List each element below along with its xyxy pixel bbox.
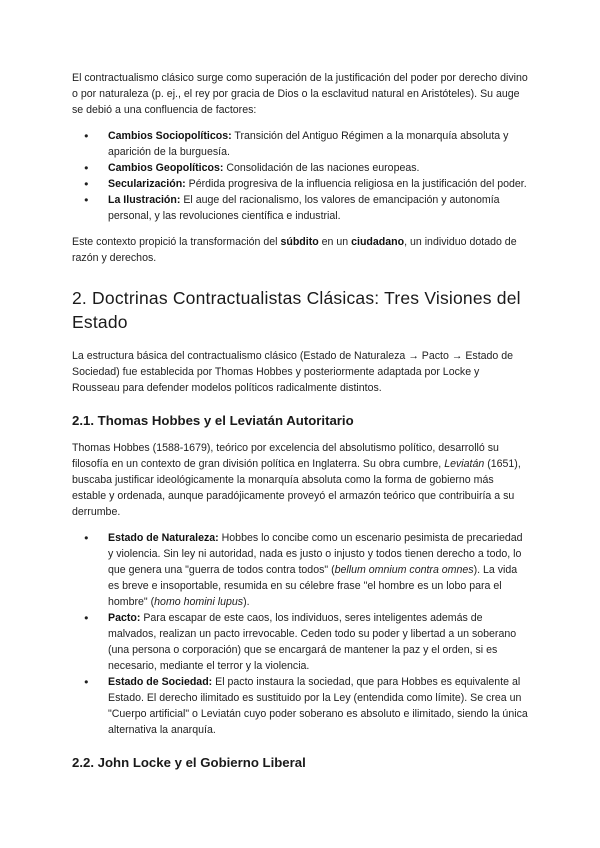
document-page — [72, 70, 528, 782]
list-item — [108, 192, 528, 224]
list-item — [108, 674, 528, 738]
work-title: Leviatán — [444, 458, 485, 470]
term-ciudadano: ciudadano — [351, 236, 405, 248]
item-term: Estado de Naturaleza: — [108, 532, 219, 544]
section-paragraph: La estructura básica del contractualismo clásico (Estado de Naturaleza → Pacto → Estado de Sociedad) fue establecida por Thomas Hobbes y posteriormente adaptada por Locke y Rousseau para defender modelos políticos radicalmente distintos. — [72, 350, 514, 394]
factor-term: Cambios Sociopolíticos: — [108, 130, 232, 142]
latin-phrase: homo homini lupus — [154, 596, 244, 608]
section-heading: 2. Doctrinas Contractualistas Clásicas: Tres Visiones del Estado — [72, 288, 521, 332]
item-text: Hobbes lo concibe como un escenario pesimista de precariedad y violencia. Sin ley ni autoridad, nada es justo o injusto y todos tienen derecho a todo, lo que genera una "guerra de todos contra todos" ( — [108, 532, 523, 576]
factors-list — [72, 128, 528, 224]
item-text: El pacto instaura la sociedad, que para Hobbes es equivalente al Estado. El derecho ilimitado es sustituido por la Ley (entendida como límite). Se crea un "Cuerpo artificial" o Leviatán cuyo poder soberano es absoluto e ilimitado, siendo la única alternativa la anarquía. — [108, 676, 528, 736]
factor-term: La Ilustración: — [108, 194, 181, 206]
item-text: ). — [243, 596, 250, 608]
subsection-heading-hobbes: 2.1. Thomas Hobbes y el Leviatán Autoritario — [72, 413, 354, 428]
latin-phrase: bellum omnium contra omnes — [334, 564, 474, 576]
factor-term: Cambios Geopolíticos: — [108, 162, 224, 174]
item-text: ). La vida es breve e insoportable, resumida en su célebre frase "el hombre es un lobo para el hombre" ( — [108, 564, 518, 608]
factor-term: Secularización: — [108, 178, 186, 190]
context-text: en un — [318, 236, 352, 248]
subsection-heading-locke: 2.2. John Locke y el Gobierno Liberal — [72, 755, 306, 770]
factor-text: El auge del racionalismo, los valores de emancipación y autonomía personal, y las revoluciones científica e industrial. — [108, 194, 500, 222]
item-term: Pacto: — [108, 612, 141, 624]
factor-text: Consolidación de las naciones europeas. — [223, 162, 420, 174]
item-text: Para escapar de este caos, los individuos, seres inteligentes además de malvados, realizan un pacto irrevocable. Ceden todo su poder y libertad a un soberano (una persona o corporación) que se encargará de mantener la paz y el orden, si es necesario, mediante el terror y la violencia. — [108, 612, 517, 672]
context-text: , un individuo dotado de razón y derechos. — [72, 236, 517, 264]
context-paragraph — [72, 234, 528, 266]
hobbes-paragraph — [72, 440, 528, 520]
factor-text: Pérdida progresiva de la influencia religiosa en la justificación del poder. — [185, 178, 527, 190]
factor-text: Transición del Antiguo Régimen a la monarquía absoluta y aparición de la burguesía. — [108, 130, 509, 158]
item-term: Estado de Sociedad: — [108, 676, 213, 688]
term-subdito: súbdito — [280, 236, 319, 248]
hobbes-text: Thomas Hobbes (1588-1679), teórico por excelencia del absolutismo político, desarrolló su filosofía en un contexto de gran división política en Inglaterra. Su obra cumbre, — [72, 442, 499, 470]
context-text: Este contexto propició la transformación del — [72, 236, 281, 248]
list-item — [108, 160, 528, 176]
list-item — [108, 176, 528, 192]
hobbes-list — [72, 530, 528, 738]
list-item — [108, 128, 528, 160]
hobbes-text: (1651), buscaba justificar ideológicamente la monarquía absoluta como la forma de gobierno más estable y ordenada, aunque paradójicamente proveyó el armazón teórico que contribuiría a su derrumbe. — [72, 458, 521, 518]
list-item — [108, 610, 528, 674]
list-item — [108, 530, 528, 610]
intro-paragraph: El contractualismo clásico surge como superación de la justificación del poder por derecho divino o por naturaleza (p. ej., el rey por gracia de Dios o la esclavitud natural en Aristóteles). Su auge se debió a una confluencia de factores: — [72, 72, 528, 116]
